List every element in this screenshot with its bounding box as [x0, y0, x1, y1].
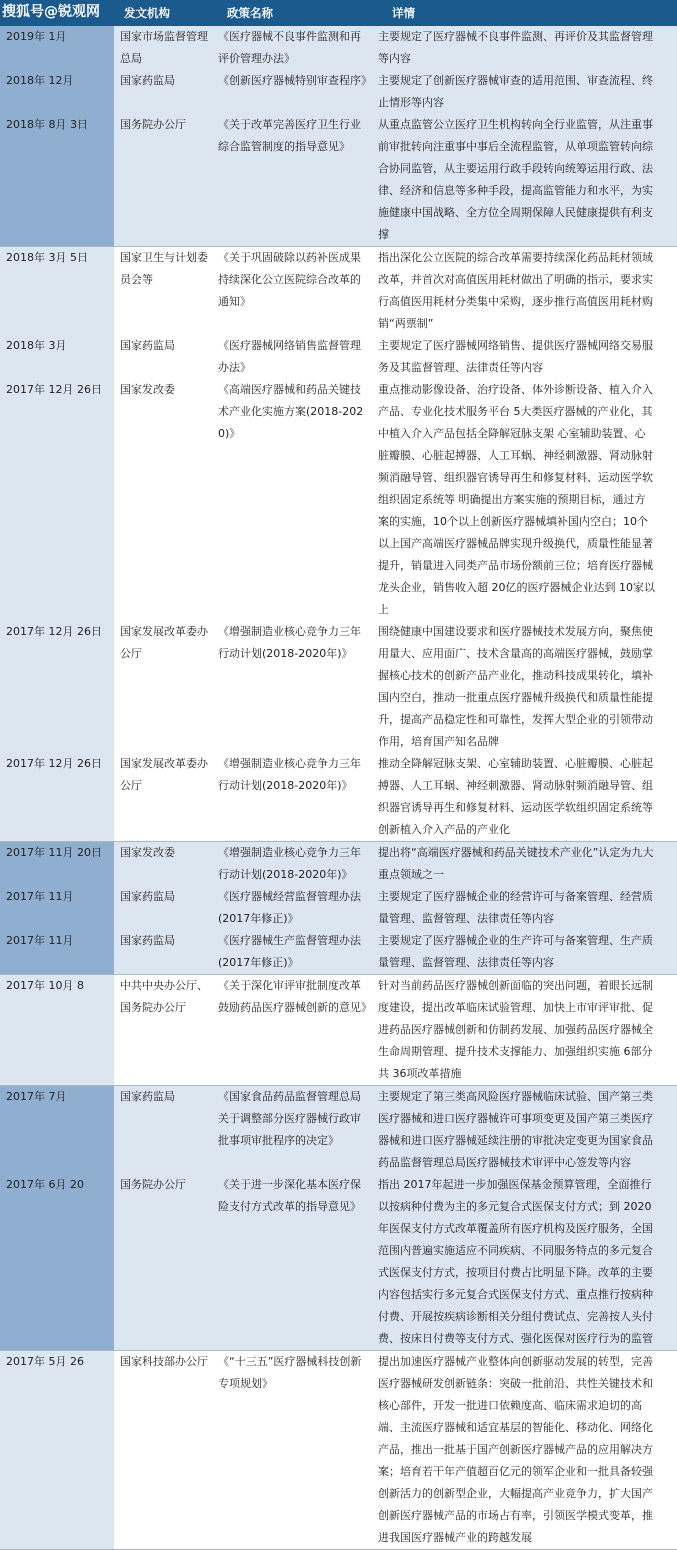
detail-cell: 主要规定了医疗器械网络销售、提供医疗器械网络交易服务及其监督管理、法律责任等内容 [378, 339, 653, 374]
org-cell: 国务院办公厅 [120, 1178, 186, 1191]
org-cell: 国家药监局 [120, 339, 175, 352]
policy-cell: 《创新医疗器械特别审查程序》 [218, 74, 372, 87]
org-cell: 国家发改委 [120, 846, 175, 859]
header-org: 发文机构 [124, 6, 170, 20]
date-cell: 2018年 3月 [0, 335, 114, 379]
date-cell: 2017年 11月 [0, 886, 114, 930]
date-cell: 2017年 10月 8 [0, 975, 114, 1085]
date-cell: 2019年 1月 [0, 26, 114, 70]
row-group [0, 1086, 677, 1351]
policy-cell: 《医疗器械生产监督管理办法(2017年修正)》 [218, 934, 361, 969]
policy-cell: 《高端医疗器械和药品关键技术产业化实施方案(2018-2020)》 [218, 383, 364, 440]
detail-cell: 主要规定了第三类高风险医疗器械临床试验、国产第三类医疗器械和进口医疗器械许可事项变更及国产第三类医疗器械和进口医疗器械延续注册的审批决定变更为国家食品药品监督管理总局医疗器械技术审评中心签发等内容 [378, 1090, 653, 1169]
table-row [0, 379, 677, 621]
watermark: 搜狐号@锐观网 [2, 4, 100, 20]
policy-cell: 《关于进一步深化基本医疗保险支付方式改革的指导意见》 [218, 1178, 361, 1213]
table-row [0, 1174, 677, 1350]
org-cell: 国家卫生与计划委员会等 [120, 251, 208, 286]
detail-cell: 围绕健康中国建设要求和医疗器械技术发展方向，聚焦使用量大、应用面广、技术含量高的高端医疗器械，鼓励掌握核心技术的创新产品产业化，推动科技成果转化，填补国内空白，推动一批重点医疗器械升级换代和质量性能提升，提高产品稳定性和可靠性，发挥大型企业的引领带动作用，培育国产知名品牌 [378, 625, 653, 748]
date-cell: 2018年 12月 [0, 70, 114, 114]
org-cell: 国务院办公厅 [120, 118, 186, 131]
policy-cell: 《医疗器械经营监督管理办法(2017年修正)》 [218, 890, 361, 925]
detail-cell: 指出深化公立医院的综合改革需要持续深化药品耗材领域改革，并首次对高值医用耗材做出了明确的指示，要求实行高值医用耗材分类集中采购，逐步推行高值医用耗材购销“两票制” [378, 251, 653, 330]
date-cell: 2017年 6月 20 [0, 1174, 114, 1350]
table-row [0, 753, 677, 841]
org-cell: 国家发展改革委办公厅 [120, 625, 208, 660]
org-cell: 国家市场监督管理总局 [120, 30, 208, 65]
table-row [0, 975, 677, 1085]
date-cell: 2018年 3月 5日 [0, 247, 114, 335]
detail-cell: 提出加速医疗器械产业整体向创新驱动发展的转型，完善医疗器械研发创新链条：突破一批前沿、共性关键技术和核心部件，开发一批进口依赖度高、临床需求迫切的高端、主流医疗器械和适宜基层的智能化、移动化、网络化产品，推出一批基于国产创新医疗器械产品的应用解决方案；培育若干年产值超百亿元的领军企业和一批具备较强创新活力的创新型企业，大幅提高产业竞争力，扩大国产创新医疗器械产品的市场占有率，引领医学模式变革，推进我国医疗器械产业的跨越发展 [378, 1355, 653, 1544]
detail-cell: 主要规定了创新医疗器械审查的适用范围、审查流程、终止情形等内容 [378, 74, 653, 109]
date-cell: 2017年 12月 26日 [0, 379, 114, 621]
policy-cell: 《关于深化审评审批制度改革鼓励药品医疗器械创新的意见》 [218, 979, 372, 1014]
date-cell: 2017年 12月 26日 [0, 621, 114, 753]
header-detail: 详情 [392, 6, 415, 20]
org-cell: 国家发展改革委办公厅 [120, 757, 208, 792]
org-cell: 国家药监局 [120, 934, 175, 947]
table-row [0, 335, 677, 379]
policy-cell: 《增强制造业核心竞争力三年行动计划(2018-2020年)》 [218, 625, 361, 660]
table-row [0, 70, 677, 114]
date-cell: 2017年 12月 26日 [0, 753, 114, 841]
detail-cell: 指出 2017年起进一步加强医保基金预算管理，全面推行以按病种付费为主的多元复合式医保支付方式；到 2020年医保支付方式改革覆盖所有医疗机构及医疗服务，全国范围内普遍实施适应不同疾病、不同服务特点的多元复合式医保支付方式，按项目付费占比明显下降。改革的主要内容包括实行多元复合式医保支付方式、重点推行按病种付费、开展按疾病诊断相关分组付费试点、完善按人头付费、按床日付费等支付方式、强化医保对医疗行为的监管 [378, 1178, 653, 1345]
policy-cell: 《国家食品药品监督管理总局关于调整部分医疗器械行政审批事项审批程序的决定》 [218, 1090, 361, 1147]
table-row [0, 26, 677, 70]
table-row [0, 247, 677, 335]
table-header [0, 0, 677, 26]
detail-cell: 推动全降解冠脉支架、心室辅助装置、心脏瓣膜、心脏起搏器、人工耳蜗、神经刺激器、肾动脉射频消融导管、组织器官诱导再生和修复材料、运动医学软组织固定系统等创新植入介入产品的产业化 [378, 757, 653, 836]
policy-cell: 《关于改革完善医疗卫生行业综合监管制度的指导意见》 [218, 118, 361, 153]
org-cell: 中共中央办公厅、国务院办公厅 [120, 979, 208, 1014]
policy-cell: 《增强制造业核心竞争力三年行动计划(2018-2020年)》 [218, 846, 361, 881]
table-row [0, 930, 677, 974]
date-cell: 2017年 5月 26 [0, 1351, 114, 1549]
row-group [0, 26, 677, 247]
row-group [0, 247, 677, 842]
header-policy: 政策名称 [227, 6, 273, 20]
table-row [0, 114, 677, 246]
detail-cell: 主要规定了医疗器械企业的经营许可与备案管理、经营质量管理、监督管理、法律责任等内容 [378, 890, 653, 925]
date-cell: 2018年 8月 3日 [0, 114, 114, 246]
org-cell: 国家发改委 [120, 383, 175, 396]
policy-cell: 《关于巩固破除以药补医成果持续深化公立医院综合改革的通知》 [218, 251, 361, 308]
detail-cell: 重点推动影像设备、治疗设备、体外诊断设备、植入介入产品、专业化技术服务平台 5大类医疗器械的产业化，其中植入介入产品包括全降解冠脉支架 心室辅助装置、心脏瓣膜、心脏起搏器、人工耳蜗、神经刺激器、肾动脉射频消融导管、组织器官诱导再生和修复材料、运动医学软组织固定系统等 明确提出方案实施的预期目标，通过方案的实施，10个以上创新医疗器械填补国内空白；10个以上国产高端医疗器械品牌实现升级换代，质量性能显著提升，销量进入同类产品市场份额前三位；培育医疗器械龙头企业，销售收入超 20亿的医疗器械企业达到 10家以上 [378, 383, 655, 616]
table-row [0, 842, 677, 886]
detail-cell: 主要规定了医疗器械企业的生产许可与备案管理、生产质量管理、监督管理、法律责任等内容 [378, 934, 653, 969]
row-group [0, 1351, 677, 1550]
org-cell: 国家药监局 [120, 890, 175, 903]
table-body [0, 26, 677, 1550]
policy-cell: 《增强制造业核心竞争力三年行动计划(2018-2020年)》 [218, 757, 361, 792]
org-cell: 国家药监局 [120, 1090, 175, 1103]
table-row [0, 1086, 677, 1174]
table-row [0, 621, 677, 753]
row-group [0, 975, 677, 1086]
date-cell: 2017年 7月 [0, 1086, 114, 1174]
org-cell: 国家科技部办公厅 [120, 1355, 208, 1368]
table-row [0, 1351, 677, 1549]
policy-cell: 《医疗器械网络销售监督管理办法》 [218, 339, 361, 374]
detail-cell: 针对当前药品医疗器械创新面临的突出问题，着眼长远制度建设，提出改革临床试验管理、加快上市审评审批、促进药品医疗器械创新和仿制药发展、加强药品医疗器械全生命周期管理、提升技术支撑能力、加强组织实施 6部分共 36项改革措施 [378, 979, 653, 1080]
policy-cell: 《医疗器械不良事件监测和再评价管理办法》 [218, 30, 361, 65]
detail-cell: 提出将“高端医疗器械和药品关键技术产业化”认定为九大重点领域之一 [378, 846, 654, 881]
date-cell: 2017年 11月 [0, 930, 114, 974]
detail-cell: 从重点监管公立医疗卫生机构转向全行业监管，从注重事前审批转向注重事中事后全流程监管，从单项监管转向综合协同监管，从主要运用行政手段转向统筹运用行政、法律、经济和信息等多种手段，提高监管能力和水平，为实施健康中国战略、全方位全周期保障人民健康提供有利支撑 [378, 118, 653, 241]
detail-cell: 主要规定了医疗器械不良事件监测、再评价及其监督管理等内容 [378, 30, 653, 65]
row-group [0, 842, 677, 975]
org-cell: 国家药监局 [120, 74, 175, 87]
date-cell: 2017年 11月 20日 [0, 842, 114, 886]
policy-cell: 《“十三五”医疗器械科技创新专项规划》 [218, 1355, 362, 1390]
table-row [0, 886, 677, 930]
